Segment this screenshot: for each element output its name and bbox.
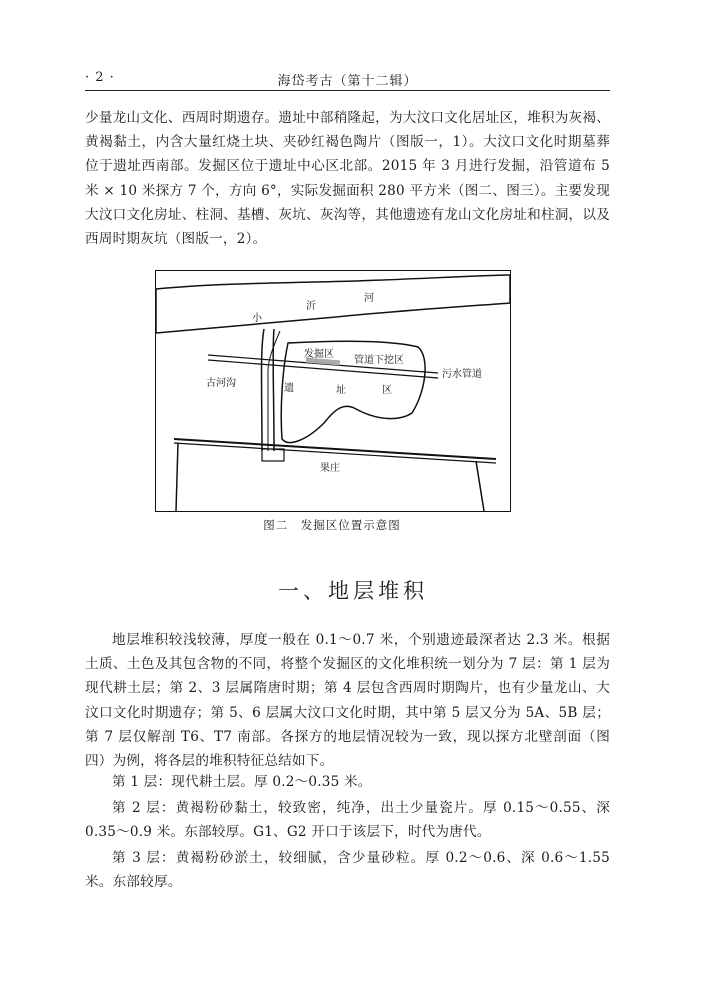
river-label-3: 河 [364,293,374,304]
site-map [156,271,510,511]
section-heading: 一、地层堆积 [278,579,428,603]
river-label-2: 沂 [306,301,316,312]
layer1-paragraph: 第 1 层：现代耕土层。厚 0.2～0.35 米。 [112,774,372,790]
sewage-pipe-label: 污水管道 [442,369,482,380]
site-map-figure [155,270,511,512]
figure-caption: 图二 发掘区位置示意图 [263,518,401,532]
site-label-2: 址 [336,385,346,396]
page-number: · 2 · [85,70,115,85]
village-marker [262,449,284,461]
site-label-1: 遗 [284,383,294,394]
river-label-1: 小 [252,313,262,324]
excavation-area-label: 发掘区 [304,349,334,360]
pipeline-excavation-label: 管道下挖区 [354,355,404,366]
ancient-ditch-label: 古河沟 [206,378,236,389]
page-header [85,70,610,91]
layer2-paragraph: 第 2 层：黄褐粉砂黏土，较致密，纯净，出土少量瓷片。厚 0.15～0.55、深 0.35～0.9 米。东部较厚。G1、G2 开口于该层下，时代为唐代。 [85,800,610,841]
site-label-3: 区 [382,385,392,396]
village-label: 果庄 [320,463,340,474]
intro-paragraph: 少量龙山文化、西周时期遗存。遗址中部稍隆起，为大汶口文化居址区，堆积为灰褐、黄褐黏土，内含大量红烧土块、夹砂红褐色陶片（图版一，1）。大汶口文化时期墓葬位于遗址西南部。发掘区位于遗址中心区北部。2015 年 3 月进行发掘，沿管道布 5 米 × 10 米探方 7 个，方向 6°，实际发掘面积 280 平方米（图二、图三）。主要发现大汶口文化房址、柱洞、基槽、灰坑、灰沟等，其他遗迹有龙山文化房址和柱洞，以及西周时期灰坑（图版一，2）。 [85,110,610,248]
strata-intro-paragraph: 地层堆积较浅较薄，厚度一般在 0.1～0.7 米，个别遗迹最深者达 2.3 米。根据土质、土色及其包含物的不同，将整个发掘区的文化堆积统一划分为 7 层：第 1 层为现代耕土层；第 2、3 层属隋唐时期；第 4 层包含西周时期陶片，也有少量龙山、大汶口文化时期遗存；第 5、6 层属大汶口文化时期，其中第 5 层又分为 5A、5B 层；第 7 层仅解剖 T6、T7 南部。各探方的地层情况较为一致，现以探方北壁剖面（图四）为例，将各层的堆积特征总结如下。 [85,632,610,770]
river-shape [156,275,510,333]
layer3-paragraph: 第 3 层：黄褐粉砂淤土，较细腻，含少量砂粒。厚 0.2～0.6、深 0.6～1.55 米。东部较厚。 [85,850,610,891]
running-title: 海岱考古（第十二辑） [277,74,418,89]
